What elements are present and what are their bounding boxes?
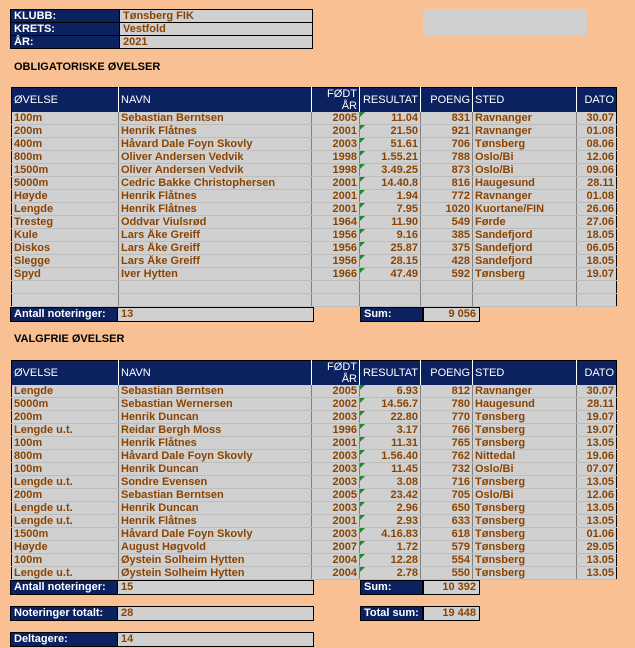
table-row	[12, 476, 617, 489]
athlete-name-cell[interactable]: Lars Åke Greiff	[119, 229, 312, 242]
birth-year-cell[interactable]: 2001	[312, 437, 360, 450]
participants-value[interactable]: 14	[117, 632, 314, 647]
event-cell[interactable]: Diskos	[12, 242, 119, 255]
birth-year-cell[interactable]: 2001	[312, 125, 360, 138]
table-row	[12, 190, 617, 203]
table-row	[12, 268, 617, 281]
optional-count-value[interactable]: 15	[117, 580, 314, 595]
result-cell[interactable]: 23.42	[360, 489, 421, 502]
place-cell[interactable]: Haugesund	[473, 398, 577, 411]
place-cell[interactable]: Oslo/Bi	[473, 151, 577, 164]
date-cell[interactable]: 19.06	[577, 450, 617, 463]
date-cell[interactable]: 13.05	[577, 502, 617, 515]
table-row	[12, 151, 617, 164]
place-cell[interactable]: Tønsberg	[473, 138, 577, 151]
date-cell[interactable]: 19.07	[577, 411, 617, 424]
result-cell[interactable]: 2.78	[360, 567, 421, 580]
place-cell[interactable]: Tønsberg	[473, 515, 577, 528]
column-header-points: POENG	[421, 88, 473, 113]
year-row	[11, 36, 313, 49]
date-cell[interactable]: 30.07	[577, 112, 617, 125]
column-header-name: NAVN	[119, 88, 312, 113]
result-cell[interactable]: 1.56.40	[360, 450, 421, 463]
table-row	[12, 216, 617, 229]
athlete-name-cell[interactable]: Øystein Solheim Hytten	[119, 567, 312, 580]
event-cell[interactable]: Høyde	[12, 190, 119, 203]
place-cell[interactable]: Tønsberg	[473, 554, 577, 567]
mandatory-section-title: OBLIGATORISKE ØVELSER	[14, 61, 161, 73]
date-cell[interactable]	[577, 294, 617, 307]
birth-year-cell[interactable]	[312, 281, 360, 294]
birth-year-cell[interactable]: 1966	[312, 268, 360, 281]
place-cell[interactable]: Tønsberg	[473, 476, 577, 489]
place-cell[interactable]	[473, 294, 577, 307]
table-row	[12, 255, 617, 268]
mandatory-sum-value[interactable]: 9 056	[423, 307, 480, 322]
result-cell[interactable]: 11.90	[360, 216, 421, 229]
birth-year-cell[interactable]: 2002	[312, 398, 360, 411]
result-cell[interactable]: 25.87	[360, 242, 421, 255]
table-row	[12, 203, 617, 216]
athlete-name-cell[interactable]: Lars Åke Greiff	[119, 242, 312, 255]
optional-sum-label: Sum:	[360, 580, 423, 595]
place-cell[interactable]	[473, 281, 577, 294]
date-cell[interactable]: 28.11	[577, 398, 617, 411]
event-cell[interactable]: Lengde	[12, 385, 119, 398]
birth-year-cell[interactable]: 2003	[312, 528, 360, 541]
date-cell[interactable]: 08.06	[577, 138, 617, 151]
athlete-name-cell[interactable]: Øystein Solheim Hytten	[119, 554, 312, 567]
athlete-name-cell[interactable]	[119, 294, 312, 307]
points-cell[interactable]: 706	[421, 138, 473, 151]
place-cell[interactable]: Ravnanger	[473, 190, 577, 203]
result-cell[interactable]: 1.94	[360, 190, 421, 203]
points-cell[interactable]: 780	[421, 398, 473, 411]
place-cell[interactable]: Sandefjord	[473, 242, 577, 255]
place-cell[interactable]: Sandefjord	[473, 255, 577, 268]
birth-year-cell[interactable]: 2003	[312, 450, 360, 463]
event-cell[interactable]: 800m	[12, 450, 119, 463]
points-cell[interactable]: 788	[421, 151, 473, 164]
place-cell[interactable]: Tønsberg	[473, 567, 577, 580]
optional-events-table	[11, 360, 617, 580]
birth-year-cell[interactable]: 1998	[312, 151, 360, 164]
result-cell[interactable]: 14.40.8	[360, 177, 421, 190]
place-cell[interactable]: Tønsberg	[473, 437, 577, 450]
date-cell[interactable]: 28.11	[577, 177, 617, 190]
participants-label: Deltagere:	[10, 632, 313, 647]
points-cell[interactable]: 766	[421, 424, 473, 437]
date-cell[interactable]	[577, 281, 617, 294]
table-row	[12, 450, 617, 463]
points-cell[interactable]: 770	[421, 411, 473, 424]
athlete-name-cell[interactable]: Reidar Bergh Moss	[119, 424, 312, 437]
points-cell[interactable]: 549	[421, 216, 473, 229]
birth-year-cell[interactable]: 2005	[312, 112, 360, 125]
athlete-name-cell[interactable]: Sebastian Berntsen	[119, 112, 312, 125]
club-row	[11, 10, 313, 23]
result-cell[interactable]: 3.17	[360, 424, 421, 437]
event-cell[interactable]: Høyde	[12, 541, 119, 554]
table-row	[12, 281, 617, 294]
place-cell[interactable]: Sandefjord	[473, 229, 577, 242]
table-row	[12, 385, 617, 398]
table-row	[12, 229, 617, 242]
points-cell[interactable]: 1020	[421, 203, 473, 216]
date-cell[interactable]: 01.08	[577, 190, 617, 203]
place-cell[interactable]: Haugesund	[473, 177, 577, 190]
result-cell[interactable]	[360, 281, 421, 294]
date-cell[interactable]: 13.05	[577, 476, 617, 489]
points-cell[interactable]: 873	[421, 164, 473, 177]
column-header-birth-year: FØDT ÅR	[312, 88, 360, 113]
result-cell[interactable]: 4.16.83	[360, 528, 421, 541]
result-cell[interactable]: 1.55.21	[360, 151, 421, 164]
table-header-row	[12, 88, 617, 113]
result-cell[interactable]: 3.49.25	[360, 164, 421, 177]
table-row	[12, 138, 617, 151]
column-header-name: NAVN	[119, 361, 312, 386]
place-cell[interactable]: Førde	[473, 216, 577, 229]
athlete-name-cell[interactable]: Iver Hytten	[119, 268, 312, 281]
athlete-name-cell[interactable]	[119, 281, 312, 294]
club-value[interactable]: Tønsberg FIK	[120, 10, 313, 23]
birth-year-cell[interactable]: 2003	[312, 411, 360, 424]
total-entries-value[interactable]: 28	[117, 606, 314, 621]
date-cell[interactable]: 29.05	[577, 541, 617, 554]
points-cell[interactable]: 579	[421, 541, 473, 554]
region-value[interactable]: Vestfold	[120, 23, 313, 36]
result-cell[interactable]: 22.80	[360, 411, 421, 424]
birth-year-cell[interactable]: 2004	[312, 567, 360, 580]
points-cell[interactable]: 633	[421, 515, 473, 528]
table-row	[12, 125, 617, 138]
event-cell[interactable]: Lengde u.t.	[12, 476, 119, 489]
points-cell[interactable]: 705	[421, 489, 473, 502]
optional-count-label: Antall noteringer:	[10, 580, 313, 595]
place-cell[interactable]: Nittedal	[473, 450, 577, 463]
athlete-name-cell[interactable]: Oliver Andersen Vedvik	[119, 151, 312, 164]
place-cell[interactable]: Tønsberg	[473, 411, 577, 424]
region-label: KRETS:	[11, 23, 120, 36]
birth-year-cell[interactable]: 2007	[312, 541, 360, 554]
date-cell[interactable]: 06.05	[577, 242, 617, 255]
date-cell[interactable]: 18.05	[577, 255, 617, 268]
column-header-result: RESULTAT	[360, 361, 421, 386]
birth-year-cell[interactable]: 1998	[312, 164, 360, 177]
event-cell[interactable]: 1500m	[12, 164, 119, 177]
event-cell[interactable]: 5000m	[12, 177, 119, 190]
event-cell[interactable]: 1500m	[12, 528, 119, 541]
club-info-box	[10, 9, 313, 49]
place-cell[interactable]: Ravnanger	[473, 385, 577, 398]
birth-year-cell[interactable]: 2005	[312, 489, 360, 502]
place-cell[interactable]: Tønsberg	[473, 541, 577, 554]
event-cell[interactable]: Lengde	[12, 203, 119, 216]
event-cell[interactable]: 100m	[12, 112, 119, 125]
athlete-name-cell[interactable]: Henrik Flåtnes	[119, 437, 312, 450]
year-label: ÅR:	[11, 36, 120, 49]
athlete-name-cell[interactable]: Cedric Bakke Christophersen	[119, 177, 312, 190]
place-cell[interactable]: Ravnanger	[473, 112, 577, 125]
event-cell[interactable]: 200m	[12, 411, 119, 424]
date-cell[interactable]: 07.07	[577, 463, 617, 476]
table-row	[12, 528, 617, 541]
place-cell[interactable]: Oslo/Bi	[473, 164, 577, 177]
column-header-date: DATO	[577, 361, 617, 386]
birth-year-cell[interactable]: 1956	[312, 242, 360, 255]
result-cell[interactable]: 12.28	[360, 554, 421, 567]
birth-year-cell[interactable]: 2001	[312, 177, 360, 190]
club-label: KLUBB:	[11, 10, 120, 23]
place-cell[interactable]: Kuortane/FIN	[473, 203, 577, 216]
result-cell[interactable]: 11.31	[360, 437, 421, 450]
result-cell[interactable]: 1.72	[360, 541, 421, 554]
column-header-birth-year: FØDT ÅR	[312, 361, 360, 386]
result-cell[interactable]: 7.95	[360, 203, 421, 216]
table-row	[12, 567, 617, 580]
column-header-event: ØVELSE	[12, 88, 119, 113]
birth-year-cell[interactable]: 1964	[312, 216, 360, 229]
place-cell[interactable]: Oslo/Bi	[473, 489, 577, 502]
table-row	[12, 502, 617, 515]
athlete-name-cell[interactable]: Håvard Dale Foyn Skovly	[119, 528, 312, 541]
result-cell[interactable]: 28.15	[360, 255, 421, 268]
athlete-name-cell[interactable]: Oliver Andersen Vedvik	[119, 164, 312, 177]
athlete-name-cell[interactable]: Henrik Duncan	[119, 411, 312, 424]
date-cell[interactable]: 09.06	[577, 164, 617, 177]
birth-year-cell[interactable]: 2004	[312, 554, 360, 567]
column-header-points: POENG	[421, 361, 473, 386]
event-cell[interactable]: 400m	[12, 138, 119, 151]
athlete-name-cell[interactable]: Henrik Flåtnes	[119, 125, 312, 138]
points-cell[interactable]: 732	[421, 463, 473, 476]
result-cell[interactable]: 2.93	[360, 515, 421, 528]
table-row	[12, 294, 617, 307]
table-row	[12, 515, 617, 528]
birth-year-cell[interactable]: 1996	[312, 424, 360, 437]
mandatory-count-label: Antall noteringer:	[10, 307, 313, 322]
points-cell[interactable]: 831	[421, 112, 473, 125]
table-header-row	[12, 361, 617, 386]
column-header-place: STED	[473, 361, 577, 386]
birth-year-cell[interactable]: 2001	[312, 515, 360, 528]
event-cell[interactable]: 200m	[12, 489, 119, 502]
date-cell[interactable]: 26.06	[577, 203, 617, 216]
points-cell[interactable]: 592	[421, 268, 473, 281]
event-cell[interactable]: Lengde u.t.	[12, 502, 119, 515]
event-cell[interactable]: 100m	[12, 437, 119, 450]
points-cell[interactable]: 816	[421, 177, 473, 190]
table-row	[12, 177, 617, 190]
birth-year-cell[interactable]: 1956	[312, 255, 360, 268]
athlete-name-cell[interactable]: Henrik Duncan	[119, 463, 312, 476]
event-cell[interactable]: Tresteg	[12, 216, 119, 229]
points-cell[interactable]: 385	[421, 229, 473, 242]
place-cell[interactable]: Tønsberg	[473, 424, 577, 437]
birth-year-cell[interactable]: 2003	[312, 476, 360, 489]
birth-year-cell[interactable]: 1956	[312, 229, 360, 242]
table-row	[12, 164, 617, 177]
result-cell[interactable]: 51.61	[360, 138, 421, 151]
result-cell[interactable]: 3.08	[360, 476, 421, 489]
points-cell[interactable]: 618	[421, 528, 473, 541]
birth-year-cell[interactable]: 2001	[312, 190, 360, 203]
points-cell[interactable]: 650	[421, 502, 473, 515]
event-cell[interactable]: Lengde u.t.	[12, 567, 119, 580]
event-cell[interactable]: 100m	[12, 554, 119, 567]
event-cell[interactable]: Lengde u.t.	[12, 424, 119, 437]
table-row	[12, 398, 617, 411]
place-cell[interactable]: Tønsberg	[473, 528, 577, 541]
total-entries-label: Noteringer totalt:	[10, 606, 313, 621]
date-cell[interactable]: 01.08	[577, 125, 617, 138]
athlete-name-cell[interactable]: Håvard Dale Foyn Skovly	[119, 450, 312, 463]
optional-sum-value[interactable]: 10 392	[423, 580, 480, 595]
points-cell[interactable]	[421, 281, 473, 294]
column-header-date: DATO	[577, 88, 617, 113]
points-cell[interactable]: 772	[421, 190, 473, 203]
event-cell[interactable]: 200m	[12, 125, 119, 138]
points-cell[interactable]: 716	[421, 476, 473, 489]
points-cell[interactable]: 550	[421, 567, 473, 580]
place-cell[interactable]: Ravnanger	[473, 125, 577, 138]
total-sum-label: Total sum:	[360, 606, 423, 621]
table-row	[12, 463, 617, 476]
points-cell[interactable]: 765	[421, 437, 473, 450]
table-row	[12, 489, 617, 502]
result-cell[interactable]: 2.96	[360, 502, 421, 515]
event-cell[interactable]	[12, 281, 119, 294]
mandatory-count-value[interactable]: 13	[117, 307, 314, 322]
event-cell[interactable]	[12, 294, 119, 307]
column-header-result: RESULTAT	[360, 88, 421, 113]
table-row	[12, 554, 617, 567]
athlete-name-cell[interactable]: Oddvar Viulsrød	[119, 216, 312, 229]
result-cell[interactable]: 11.04	[360, 112, 421, 125]
year-value[interactable]: 2021	[120, 36, 313, 49]
mandatory-sum-label: Sum:	[360, 307, 423, 322]
athlete-name-cell[interactable]: Sondre Evensen	[119, 476, 312, 489]
athlete-name-cell[interactable]: Sebastian Wernersen	[119, 398, 312, 411]
result-cell[interactable]	[360, 294, 421, 307]
table-row	[12, 424, 617, 437]
place-cell[interactable]: Tønsberg	[473, 502, 577, 515]
event-cell[interactable]: Lengde u.t.	[12, 515, 119, 528]
athlete-name-cell[interactable]: Henrik Flåtnes	[119, 515, 312, 528]
event-cell[interactable]: 100m	[12, 463, 119, 476]
region-row	[11, 23, 313, 36]
optional-section-title: VALGFRIE ØVELSER	[14, 333, 125, 345]
athlete-name-cell[interactable]: Håvard Dale Foyn Skovly	[119, 138, 312, 151]
points-cell[interactable]: 762	[421, 450, 473, 463]
birth-year-cell[interactable]: 2003	[312, 138, 360, 151]
place-cell[interactable]: Tønsberg	[473, 268, 577, 281]
birth-year-cell[interactable]: 2003	[312, 502, 360, 515]
event-cell[interactable]: Spyd	[12, 268, 119, 281]
result-cell[interactable]: 21.50	[360, 125, 421, 138]
total-sum-value[interactable]: 19 448	[423, 606, 480, 621]
date-cell[interactable]: 27.06	[577, 216, 617, 229]
result-cell[interactable]: 47.49	[360, 268, 421, 281]
athlete-name-cell[interactable]: Lars Åke Greiff	[119, 255, 312, 268]
date-cell[interactable]: 13.05	[577, 554, 617, 567]
table-row	[12, 437, 617, 450]
table-row	[12, 541, 617, 554]
event-cell[interactable]: 5000m	[12, 398, 119, 411]
date-cell[interactable]: 12.06	[577, 489, 617, 502]
event-cell[interactable]: Kule	[12, 229, 119, 242]
points-cell[interactable]: 375	[421, 242, 473, 255]
mandatory-events-table	[11, 87, 617, 307]
athlete-name-cell[interactable]: Henrik Flåtnes	[119, 190, 312, 203]
date-cell[interactable]: 01.06	[577, 528, 617, 541]
column-header-event: ØVELSE	[12, 361, 119, 386]
blank-cell-box[interactable]	[423, 9, 587, 35]
date-cell[interactable]: 13.05	[577, 567, 617, 580]
result-cell[interactable]: 6.93	[360, 385, 421, 398]
date-cell[interactable]: 13.05	[577, 437, 617, 450]
result-cell[interactable]: 9.16	[360, 229, 421, 242]
points-cell[interactable]	[421, 294, 473, 307]
date-cell[interactable]: 19.07	[577, 268, 617, 281]
table-row	[12, 242, 617, 255]
result-cell[interactable]: 14.56.7	[360, 398, 421, 411]
athlete-name-cell[interactable]: August Høgvold	[119, 541, 312, 554]
points-cell[interactable]: 921	[421, 125, 473, 138]
athlete-name-cell[interactable]: Sebastian Berntsen	[119, 385, 312, 398]
date-cell[interactable]: 18.05	[577, 229, 617, 242]
athlete-name-cell[interactable]: Henrik Flåtnes	[119, 203, 312, 216]
athlete-name-cell[interactable]: Henrik Duncan	[119, 502, 312, 515]
date-cell[interactable]: 13.05	[577, 515, 617, 528]
athlete-name-cell[interactable]: Sebastian Berntsen	[119, 489, 312, 502]
place-cell[interactable]: Oslo/Bi	[473, 463, 577, 476]
birth-year-cell[interactable]	[312, 294, 360, 307]
birth-year-cell[interactable]: 2005	[312, 385, 360, 398]
points-cell[interactable]: 428	[421, 255, 473, 268]
table-row	[12, 411, 617, 424]
table-row	[12, 112, 617, 125]
points-cell[interactable]: 812	[421, 385, 473, 398]
column-header-place: STED	[473, 88, 577, 113]
date-cell[interactable]: 19.07	[577, 424, 617, 437]
date-cell[interactable]: 12.06	[577, 151, 617, 164]
result-cell[interactable]: 11.45	[360, 463, 421, 476]
points-cell[interactable]: 554	[421, 554, 473, 567]
birth-year-cell[interactable]: 2003	[312, 463, 360, 476]
date-cell[interactable]: 30.07	[577, 385, 617, 398]
event-cell[interactable]: 800m	[12, 151, 119, 164]
birth-year-cell[interactable]: 2001	[312, 203, 360, 216]
event-cell[interactable]: Slegge	[12, 255, 119, 268]
